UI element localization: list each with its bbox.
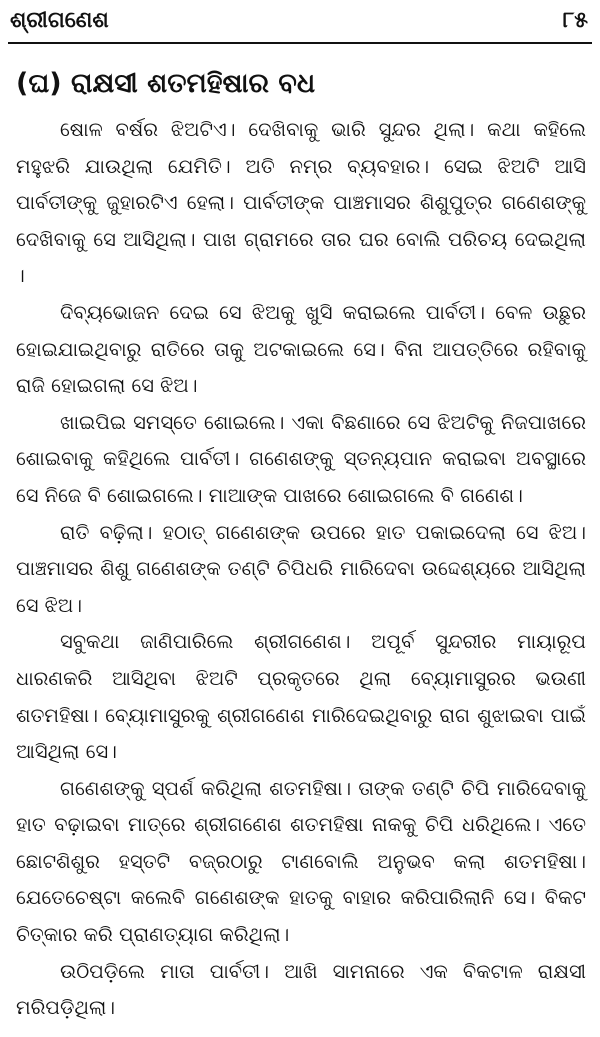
paragraph: ଉଠିପଡ଼ିଲେ ମାତା ପାର୍ବତୀ। ଆଖି ସାମନାରେ ଏକ ବିକଟାଳ ରାକ୍ଷସୀ ମରିପଡ଼ିଥିଲା।: [16, 959, 586, 1020]
paragraph: ସବୁକଥା ଜାଣିପାରିଲେ ଶ୍ରୀଗଣେଶ। ଅପୂର୍ବ ସୁନ୍ଦରୀର ମାୟାରୂପ ଧାରଣକରି ଆସିଥିବା ଝିଅଟି ପ୍ରକୃତରେ ଥିଲା ବ୍ୟୋମାସୁରର ଭଉଣୀ ଶତମହିଷା। ବ୍ୟୋମାସୁରକୁ ଶ୍ରୀଗଣେଶ ମାରିଦେଇଥିବାରୁ ରାଗ ଶୁଝାଇବା ପାଇଁ ଆସିଥିଲା ସେ।: [16, 630, 586, 764]
page-body: [16, 64, 586, 1027]
page-header: [8, 6, 592, 46]
header-rule: [8, 42, 592, 44]
paragraph: ରାତି ବଢ଼ିଲା। ହଠାତ୍ ଗଣେଶଙ୍କ ଉପରେ ହାତ ପକାଇଦେଲା ସେ ଝିଅ। ପାଞ୍ଚମାସର ଶିଶୁ ଗଣେଶଙ୍କ ତଣ୍ଟି ଚିପିଧରି ମାରିଦେବା ଉଦ୍ଦେଶ୍ୟରେ ଆସିଥିଲା ସେ ଝିଅ।: [16, 520, 586, 617]
section-heading: (ଘ) ରାକ୍ଷସୀ ଶତମହିଷାର ବଧ: [16, 68, 316, 99]
paragraph: ଷୋଳ ବର୍ଷର ଝିଅଟିଏ। ଦେଖିବାକୁ ଭାରି ସୁନ୍ଦର ଥିଲା। କଥା କହିଲେ ମହୁଝରି ଯାଉଥିଲା ଯେମିତି। ଅତି ନମ୍ର ବ୍ୟବହାର। ସେଇ ଝିଅଟି ଆସି ପାର୍ବତୀଙ୍କୁ ଜୁହାରଟିଏ ହେଲା। ପାର୍ବତୀଙ୍କ ପାଞ୍ଚମାସର ଶିଶୁପୁତ୍ର ଗଣେଶଙ୍କୁ ଦେଖିବାକୁ ସେ ଆସିଥିଲା। ପାଖ ଗ୍ରାମରେ ତାର ଘର ବୋଲି ପରିଚୟ ଦେଇଥିଲା ।: [16, 118, 586, 288]
paragraph: ଦିବ୍ୟଭୋଜନ ଦେଇ ସେ ଝିଅକୁ ଖୁସି କରାଇଲେ ପାର୍ବତୀ। ବେଳ ଉଛୁର ହୋଇଯାଇଥିବାରୁ ରାତିରେ ତାକୁ ଅଟକାଇଲେ ସେ। ବିନା ଆପତ୍ତିରେ ରହିବାକୁ ରାଜି ହୋଇଗଲା ସେ ଝିଅ।: [16, 300, 586, 398]
paragraph: ଗଣେଶଙ୍କୁ ସ୍ପର୍ଶ କରିଥିଲା ଶତମହିଷା। ତାଙ୍କ ତଣ୍ଟି ଚିପି ମାରିଦେବାକୁ ହାତ ବଢ଼ାଇବା ମାତ୍ରେ ଶ୍ରୀଗଣେଶ ଶତମହିଷା ନାକକୁ ଚିପି ଧରିଥିଲେ। ଏତେ ଛୋଟଶିଶୁର ହସ୍ତଟି ବଜ୍ରଠାରୁ ଟାଣବୋଲି ଅନୁଭବ କଲା ଶତମହିଷା। ଯେତେଚେଷ୍ଟା କଲେବି ଗଣେଶଙ୍କ ହାତକୁ ବାହାର କରିପାରିଲାନି ସେ। ବିକଟ ଚିତ୍କାର କରି ପ୍ରାଣତ୍ୟାଗ କରିଥିଲା।: [16, 776, 586, 947]
paragraph: ଖାଇପିଇ ସମସ୍ତେ ଶୋଇଲେ। ଏକା ବିଛଣାରେ ସେ ଝିଅଟିକୁ ନିଜପାଖରେ ଶୋଇବାକୁ କହିଥିଲେ ପାର୍ବତୀ। ଗଣେଶଙ୍କୁ ସ୍ତନ୍ୟପାନ କରାଇବା ଅବସ୍ଥାରେ ସେ ନିଜେ ବି ଶୋଇଗଲେ। ମାଆଙ୍କ ପାଖରେ ଶୋଇଗଲେ ବି ଗଣେଶ।: [16, 410, 586, 507]
page-number: ୮୫: [562, 8, 588, 33]
running-title: ଶ୍ରୀଗଣେଶ: [10, 8, 109, 33]
